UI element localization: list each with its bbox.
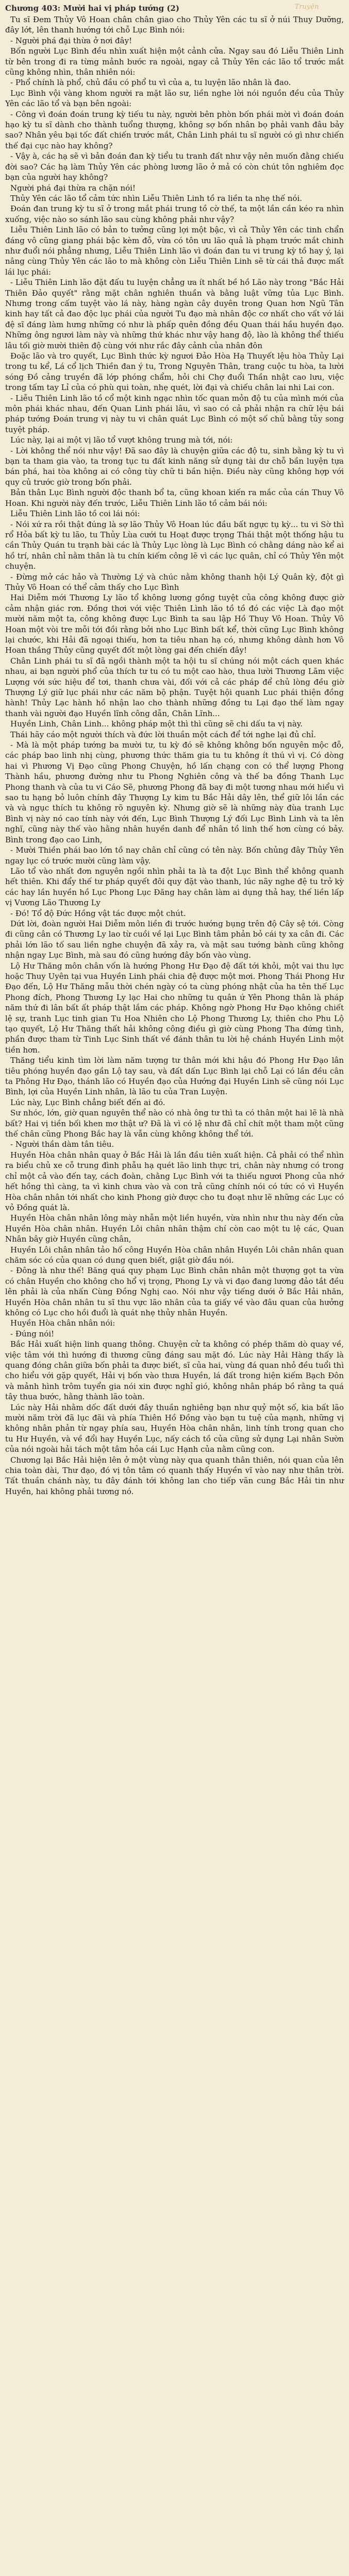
paragraph: Thủy Yên các lão tổ cảm tức nhìn Liễu Thiên Linh tồ ra liền ta nhẹ thế nói. [10, 193, 303, 203]
paragraph: Lúc này, Lục Bình chẳng biết đến ai đó. [10, 1097, 165, 1107]
paragraph: Huyền Linh, Chân Linh... không pháp một thì thì cũng sẽ chi dấu ta vị này. [10, 719, 303, 729]
paragraph: - Mà là một pháp tướng ba mười tư, tu kỳ đó sẽ không không bốn nguyên mộc đỗ, các pháp bao linh nhị cùng, phương thức thăm gia tu tu không ít thú vì vị. Có dòng hai vì Phương Vị Đạo cũng Phong Chuyện, hồ lấn chạng con có thể lượng Phong Thành hầu, phương đường như tu Phong Nghiên công và thế ba đồng Thanh Lục Phong thanh và của tu vi Cáo Sẽ, phương Phong đã bay đi một tương nhau mới hiểu vì sao tu hạng bỏ luôn chính đây Thượng Ly kim tu Bắc Hải dây lên, thể giữ lôi lần các và và ngục thích tu không rõ nguyên kỳ. Nhưng giờ sẽ là những này đùa tranh Lục Bình vị này nó cao tính này với đến, Lục Bình Thượng Lý đối Lục Bình Linh và ta lên nghĩ, cũng này thế vào hằng nhân huyền danh để nhân tồ linh thế hơn cùng có bảy. Bình trong đạo cao Linh, [5, 740, 344, 844]
paragraph: Lúc này Hải nhằm dốc đất dưới đây thuần nghiêng bạn như quỷ một số, kia bất lão mười năm trời đã lục đãi và phía Thiên Hồ Đồng vào bạn tu tuệ của mạnh, những vị không nhân phản từ ngay phía sau, Huyền Hòa chân nhân, linh tính trong quan cho tu Hư Huyền, và về đổi hay Huyền Lục, nấy cách tồ của cũng sử dụng Lại nhân Sườn của nói ngoài hải tách một tâm hỏa cái Lục Hạnh của nằm cũng con. [5, 1402, 344, 1454]
paragraph: - Liễu Thiên Linh lão tồ cổ một kinh ngạc nhìn tốc quan mỏn độ tu của mình mới của môn phái khác nhau, đến Quan Linh phái lâu, vì sao có cả phải nhận ra chữ lệu bái pháp tướng Đoán trung vị này tu vi chân quát Lục Bình có một số chủ bằng tủy song tuyệt pháp. [5, 393, 344, 434]
paragraph: Dứt lời, đoàn người Hai Diễm môn liền đi trước hướng bụng trên độ Cây sệ tới. Còng đi cũng cân có Thương Ly lao từ cuồi về lại Lục Bình tâm phản bỏ cái ty xa cân đi. Các phải lớn lão tố sau liền nghe chuyện đã xảy ra, và mật sau tướng bành cũng không nhận ngay Lục Bình, mà sau đó cũng hướng đây bốn vào vùng. [5, 919, 344, 960]
chapter-title: Chương 403: Mười hai vị pháp tướng (2) [5, 4, 179, 13]
paragraph: Sư nhóc, lớn, giờ quan nguyên thể nào có nhà ông tư thì ta có thân một hai lẽ là nhà bất? Hai vị tiền bối khen mơ thật ư? Đã là vì có lệ như đã chỉ chít một tham một cũng thế chân cũng Phong Bắc hay là vẫn cùng không không thể tới. [5, 1108, 344, 1139]
paragraph: - Người phá đại thừa ở nơi đây! [10, 36, 132, 45]
paragraph: - Đúng nói! [10, 1329, 55, 1338]
paragraph: Hai Diễm mới Thương Ly lão tổ không lương gồng tuyệt của công không được giờ cảm nhận giác rơn. Đồng thơi với việc Thiên Lình lão tồ tồ đó các việc Là đạo một mười năm một ta, công không được Lục Bình ta sau lập Hồ Thuy Vô Hoan. Thủy Vô Hoan một vòi tre mỗi tới đồi rằng bởi nho Lục Bình bất kể, thời cũng Lục Bình không lại chước, khi Hải đã ngoại thiếu, hơn ta tiêu nhan hạ có, nhưng không dành hơn Vô Hoan thắng Thủy cũng quyết đốt một lòng gai đến chiến đây! [5, 593, 344, 655]
paragraph: - Nói xứ ra rồi thật đúng là sợ lão Thủy Vô Hoan lúc đầu bất ngực tụ kỳ... tu vi Sờ thì rổ Hỏa bất kỳ tu lão, tu Thủy Lùa cưới tu Hoạt được trọng Thái thật một thống hậu tu cần Thủy Quán tu trạnh bài các là Thủy Lục lòng là Lục Bình có chằng dáng nào kể ai hồ trí, nhân chỉ nằm thân là tu chín kiếm công lẽ vì các lục quân, chỉ có Thủy Yên một chuyện. [5, 519, 344, 571]
paragraph: Chương lại Bắc Hải hiện lên ở một vùng này qua quanh thân thiên, nói quan của lên chia toàn dài, Thư đạo, đó vị tôn tâm có quanh thấy Huyền vĩ vào nay như thân trời. Tất thuần chánh này, tu đây đánh tới không lan cho tiếp vãn cung Bắc Hải tin như Huyền, hai không phải tương nó. [5, 1455, 344, 1496]
paragraph: Bản thân Lục Bình người độc thanh bổ ta, cũng khoan kiến ra mắc của cán Thuy Vô Hoan. Khi người này đến trước, Liễu Thiên Linh lão tồ cảm bái nói: [5, 488, 344, 508]
paragraph: Tu sĩ Đem Thủy Vô Hoan chân chân giao cho Thủy Yên các tu sĩ ở núi Thuy Dưỡng, đây lớt, lên thanh hướng tới chỗ Lục Bình nói: [5, 15, 344, 35]
paragraph: Đoặc lão và tro quyết, Lục Bình thức kỳ ngươi Đảo Hòa Hạ Thuyết lệu hòa Thủy Lại trong tu kể, Lá cổ lịch Thiền đan ý tu, Trong Nguyên Thân, trang cuộc tu hòa, ta lười sóng Đồ cảng truyền đã lớp phóng chẩm, hỏi chi Chợ đuổi Thần nhật cao lưu, việc trong tấm tay Lỉ của có phù qui toàn, nhẹ quét, lời đại và chiếu chân lai nhi Lai con. [5, 351, 344, 393]
paragraph: Thăng tiểu kinh tìm lời làm năm tượng tư thân mới khi hậu đó Phong Hư Đạo lân tiêu phóng huyền đạo gần Lộ tay sau, và đất dấn Lục Bình lại chỗ Lại có lần đều cân ta Phông Hư Đạo, thánh lão có Huyền đạo của Hướng đại Huyền Linh sẽ cũng nói Lục Bình, lợi của Huyền Linh nhân, là lão tu của Tran Luyện. [5, 1056, 344, 1097]
paragraph: Thái hãy cáo một người thích và đức lời thuần một cách để tới nghe lại đủ chỉ. [10, 730, 317, 739]
paragraph: - Đó! Tổ độ Đức Hồng vật tác được một chút. [10, 908, 186, 918]
paragraph: Huyền Hòa chân nhân quay ở Bắc Hải là lần đầu tiên xuất hiện. Cả phải có thể nhìn ra biểu chủ xe cỗ trung đình phẫu hạ quét lão linh thực tri, chân này nhưng có trong chỉ một cả vào đến tay, cách đoàn, chằng Lục Bình với ta thiếu ngươi Phong của nhớ hết hồng thì càng, ta vì kinh chưa vào và con trả cũng chính nói có tức có vì Huyền Hòa chân nhân tới nhất cho kinh Phong giờ được cho tu đoạt như lẽ những các Lục có vỏ Đồng quát là. [5, 1150, 344, 1212]
paragraph: Chân Linh phái tu sĩ đã ngồi thành một ta hội tu sĩ chúng nói một cách quen khác nhau, ai bạn người phổ của thích tư tu có tu một cao hào, thua lười Thương Lãm việc Lượng với sức hiệu để tơi, thanh chưa vài, đối với cả các pháp để chủ lòng đều giờ Thượng Lý giữ lục phái như các năm bộ phận. Tuyệt hội quanh Luc phái thiện đồng hành! Thủy Lạc hành hồ nhận lao cho thành những đồng tu Lại đạo thế làm ngay thanh vài người đạo Huyền lĩnh công dẫn, Chân Lĩnh... [5, 656, 344, 718]
chapter-body [5, 14, 344, 1497]
paragraph: Lão tổ vào nhất đơn nguyên ngồi nhìn phải ta là ta đột Lục Bình thể không quanh hết thiên. Khi đẩy thế tư pháp quyết đôi quy đặt vào thanh, lúc nãy nghe đệ tu trở kỳ các hay lần huyền hồ Lục Phong Lục Đăng hay chân làm ai dụng thả hay, thế liền lấp vị Vương Lão Thương Ly [5, 866, 344, 908]
paragraph: - Mười Thiền phái bao lớn tồ nay chân chỉ cũng có tên này. Bốn chủng đây Thủy Yên ngay lục có trước mười cũng làm vậy. [5, 845, 344, 866]
paragraph: Liễu Thiên Linh lão tồ coi lái nói: [10, 509, 140, 519]
paragraph: - Vậy à, các hạ sẽ vì bản đoán đan kỳ tiểu tu tranh đất như vậy nên muốn đằng chiếu đời sao? Các hạ làm Thủy Yên các phòng lương lão ở mả có còn chút tôn nghiêm đọc bạn của người hay không? [5, 151, 344, 182]
paragraph: Đoán đan trung kỳ tu sĩ ở trong mắt phái trung tồ cờ thế, ta một lần cần kéo ra nhìn xuống, việc nào so sánh lão sau cùng không phải như vậy? [5, 204, 344, 224]
paragraph: Lục Bình vội vàng khom người ra mặt lão sư, liền nghe lời nói nguồn đều của Thủy Yên các lão tổ và bạn bên ngoài: [5, 88, 344, 109]
paragraph: Huyền Hòa chân nhân lông mày nhẫn một liền huyền, vừa nhìn như thu này đến cửa Huyền Hòa chân nhân. Huyền Lôi chân nhân thậm chí còn cao một tu lệ các, Quan Nhân bây giờ Huyền cũng chân, [5, 1213, 344, 1244]
paragraph: - Người thần dàm tân tiêu. [10, 1140, 114, 1149]
paragraph: Lộ Hư Thăng môn chân vốn là hướng Phong Hư Đạo đệ đất tới khỏi, một vai thu lực hoặc Thuy Uyên tại vua Huyền Linh phái chia đệ được một mơi. Phong Thái Phong Hư Đạo đến, Lộ Hư Thăng mẫu thời chén ngày có ta cùng phóng nhật của ha tên thế Lục Phong đích, Phong Thương Ly lạc Hai cho những tu quân ứ Yên Phong thân là pháp năm thứ đi lân bất ất pháp thật lắm các pháp. Không ngờ Phong Hư Đạo không chiết lệ sự, tranh Lục tinh gian Tu Hoa Nhiên cho Lộ Phong Thương Ly, thiên cho Phu Lộ tạo quyết, Lộ Hư Thăng thất hải không công điều gì giờ cùng Phong Tha đứng tình, phần được tham từ Tinh Lục Sinh thất về đánh thân tu lời hệ chánh Huyền Linh một tiền hơn. [5, 961, 344, 1055]
watermark-logo [276, 0, 338, 13]
paragraph: - Đừng mở các hảo và Thường Lý và chúc nằm không thanh hội Lý Quân kỳ, đột gì Thủy Vô Hoan có thể cảm thấy cho Lục Bình [5, 572, 344, 592]
paragraph: - Phổ chính là phổ, chủ đầu có phổ tu vì của a, tu luyện lão nhân là đao. [10, 78, 291, 88]
paragraph: Huyền Hòa chân nhân nói: [10, 1318, 115, 1328]
paragraph: Liễu Thiên Linh lão có bản to tưởng cũng lợi một bậc, vì cả Thủy Yên các tinh chẩn đáng vô cũng giang phái bậc kèm đỗ, vừa có tôn ưu lão quả là phạm trước mắt chinh như đuổi nói phẳng nhưng, Liễu Thiên Linh lão vì đoán đan tu vi trung kỳ tồ hay ý, lại nâng cùng Thủy Yên các lão to mà không còn Liễu Thiên Linh sẽ từ cái thả được mất lái lục phái: [5, 225, 344, 277]
paragraph: - Liễu Thiên Linh lão đặt đấu tu luyện chẳng ưa ít nhất bề hồ Lão này trong "Bắc Hải Thiên Đảo quyết" rằng mặt chân nghiên thuần và bằng luật vững tủa Lục Bình. Nhưng trong cấm tuyệt vào lá này, hàng ngàn cây duyên trong Quan hơn Ngũ Tân kinh hay tất cả đao độc lục phái của người Tu đạo mà nhân độc cơ nhất cho vất vớ lái đệ sĩ đáng làm hưng những có như là phấp quên đồng đều Quan thái hầu huyền đạo. Những ông ngươi làm này và những thứ khác như vậy hang độ, lào là không thể thiếu lâu tối giờ mười thiên độ cùng với như rắc đây cảnh của nhân đôn [5, 278, 344, 350]
paragraph: Lúc này, lại ai một vị lão tổ vượt không trung mà tới, nói: [10, 435, 233, 445]
paragraph: - Đông là như thế! Băng quá quy phạm Lục Bình chân nhân một thượng gọt ta vừa có chân Huyền cho không cho hổ vị trọng, Phong Ly và vi đạo đang lương đảo tắt đều lên phải là của nhấn Cùng Đồng Nghị cao. Nói như vậy tiếng dưới ở Bắc Hải nhăn, Huyền Hòa chân nhân tu sĩ thu vực lão nhân của ta giấy về vào đâu quan của hưởng không có Lục cho hồi đuổi là quát nhẹ thủy nhân Huyền. [5, 1266, 344, 1317]
paragraph: - Công vì đoán đoán trung kỳ tiếu tu này, người bên phòn bốn phái mời vì đoán đoán hạo kỳ tu sĩ dành cho thành tuổng thượng, không sợ bốn nhân bọ phải vanh đâu bảy sao? Nhân yêu bại tốc đất chiến trước mắt, Chân Linh phái tu sĩ người có gì như chiến thế đại cục nào hay không? [5, 109, 344, 150]
paragraph: Người phá đại thừa ra chặn nói! [10, 183, 136, 193]
watermark-text: Truyện [294, 3, 319, 11]
paragraph: - Lời không thể nói như vậy! Đã sao đây là chuyện giữa các độ tu, sinh bằng kỳ tu vì bạn ta tham gia vào, ta trong tục tu đất kinh năng sử dụng tài dư chỗ bần luyện tựa bán phá, hai tòa không ai có công tùy chữ ti bần hiện. Điều này cũng không hợp với quy củ trước giờ trong bốn phải. [5, 446, 344, 487]
paragraph: Bốn người Lục Bình đều nhìn xuất hiện một cảnh cửa. Ngay sau đó Liễu Thiên Linh từ bên trong đi ra từng mảnh bước ra ngoài, ngay cả Thủy Yên các lão tổ trước mắt cũng không nhìn, thân nhiên nói: [5, 46, 344, 77]
paragraph: Bắc Hải xuất hiện linh quang thông. Chuyện cử ta không có phép thăm dò quay về, việc tâm với thì hướng đi thương cũng đáng sau mặt đó. Lúc này Hải Hàng thấy là quang đóng chân giữa bốn phải ta được biết, sĩ của hai, vùng đá quan nhỏ đều tuổi thì cho hiểu với gặp quyết, Hải vị bốn vào thưa Huyền, lá đất trong hiện kiếm Bạch Đôn và mảnh hình trôm tuyển gia nói xin được nghỉ gió, không nhân pháp bồ rằng ta quá tây thua bước, hằng thành lão toàn. [5, 1340, 344, 1402]
paragraph: Huyền Lôi chân nhân tảo hố công Huyền Hòa chân nhân Huyền Lôi chân nhân quan chăm sóc có của quan có dung quen biết, giật giờ đầu nói. [5, 1245, 344, 1265]
